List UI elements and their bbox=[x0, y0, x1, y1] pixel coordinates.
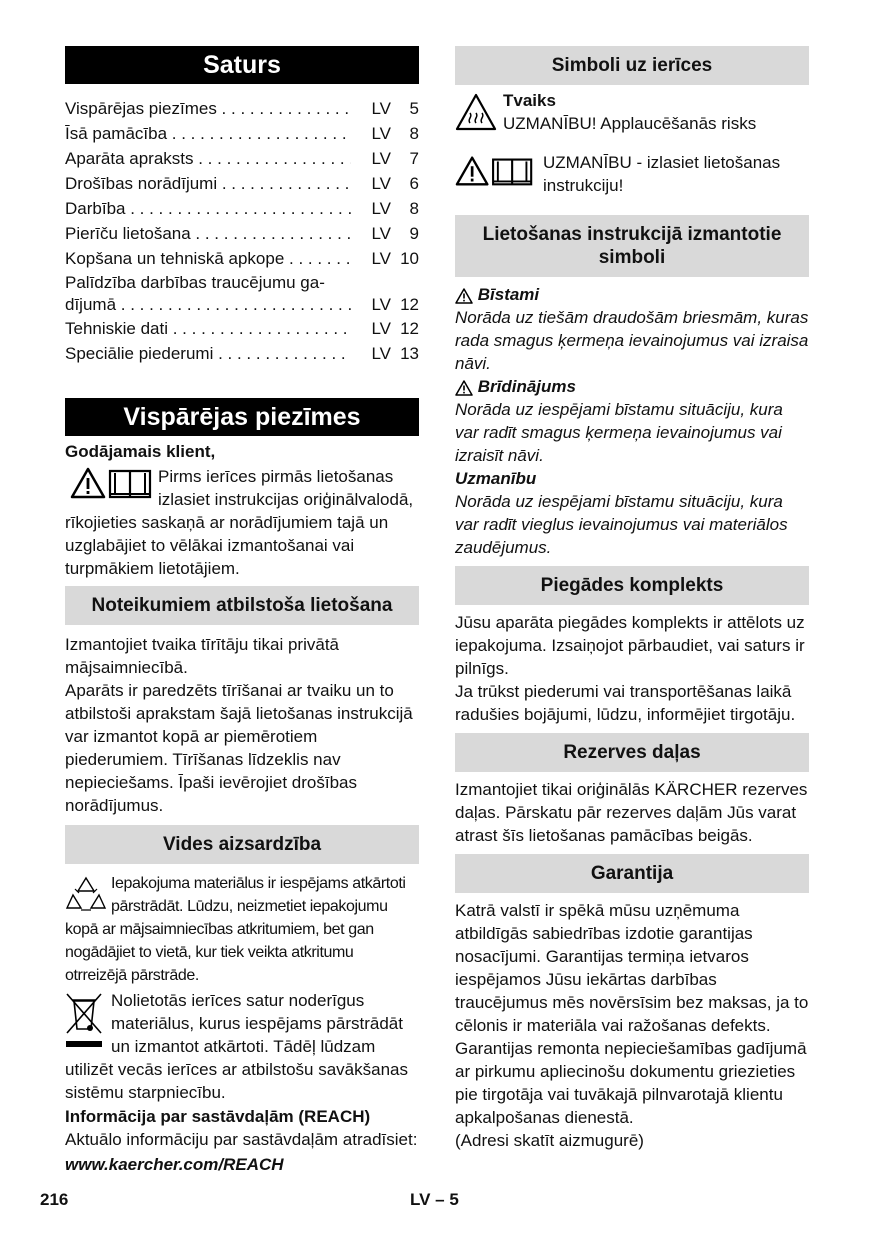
toc-item-page: 13 bbox=[400, 344, 419, 363]
toc-item-title: Kopšana un tehniskā apkope . . . bbox=[65, 246, 351, 271]
usage-paragraph-2: Aparāts ir paredzēts tīrīšanai ar tvaiku un to atbilstoši aprakstam šajā lietošanas instrukcijā var izmantot kopā ar piemērotiem piederumiem. Tīrīšanas līdzeklis nav nepieciešams. Īpaši ievērojiet drošības norādījumus. bbox=[65, 681, 413, 815]
caution-text: Norāda uz iespējami bīstamu situāciju, kura var radīt vieglus ievainojumus vai materiālos zaudējumus. bbox=[455, 492, 788, 557]
toc-item-lang: LV bbox=[371, 224, 391, 243]
delivery-paragraph-1: Jūsu aparāta piegādes komplekts ir attēlots uz iepakojuma. Izsaiņojot pārbaudiet, vai saturs ir pilnīgs. bbox=[455, 613, 805, 678]
warning-icon bbox=[455, 380, 473, 396]
toc-heading: Saturs bbox=[65, 46, 419, 84]
toc-item-page: 12 bbox=[400, 319, 419, 338]
caution-title: Uzmanību bbox=[455, 469, 537, 488]
left-column bbox=[65, 46, 419, 1176]
toc-item-title: Īsā pamācība . . . bbox=[65, 121, 351, 146]
toc-item[interactable] bbox=[65, 196, 419, 221]
general-heading: Vispārējas piezīmes bbox=[65, 398, 419, 436]
reach-heading: Informācija par sastāvdaļām (REACH) bbox=[65, 1107, 371, 1126]
toc-item-title: Speciālie piederumi . . . bbox=[65, 341, 351, 366]
warning-text: Norāda uz iespējami bīstamu situāciju, kura var radīt smagus ķermeņa ievainojumus vai izraisīt nāvi. bbox=[455, 400, 783, 465]
recycle-icon bbox=[65, 875, 107, 918]
toc-item[interactable] bbox=[65, 171, 419, 196]
spare-parts-heading: Rezerves daļas bbox=[455, 733, 809, 772]
warning-title: Brīdinājums bbox=[477, 377, 576, 396]
read-manual-text: UZMANĪBU - izlasiet lietošanas instrukciju! bbox=[543, 153, 781, 195]
toc-item-lang: LV bbox=[371, 149, 391, 168]
toc-item[interactable] bbox=[65, 246, 419, 271]
environment-heading: Vides aizsardzība bbox=[65, 825, 419, 864]
toc-item-title-line2: dījumā . . . bbox=[65, 294, 351, 316]
general-intro-block bbox=[65, 465, 419, 580]
toc-item-page: 10 bbox=[400, 249, 419, 268]
page-label: LV – 5 bbox=[410, 1190, 459, 1209]
toc-item-lang: LV bbox=[371, 124, 391, 143]
toc-item-lang: LV bbox=[371, 249, 391, 268]
toc-item[interactable] bbox=[65, 316, 419, 341]
weee-text: Nolietotās ierīces satur noderīgus materiālus, kurus iespējams pārstrādāt un izmantot atkārtoti. Tādēļ lūdzam utilizēt vecās ierīces ar atbilstošu savākšanas sistēmu starpniecību. bbox=[65, 991, 408, 1102]
danger-text: Norāda uz tiešām draudošām briesmām, kuras rada smagus ķermeņa ievainojumus vai izraisa nāvi. bbox=[455, 308, 809, 373]
reach-text: Aktuālo informāciju par sastāvdaļām atradīsiet: bbox=[65, 1130, 418, 1149]
toc-item-page: 7 bbox=[409, 149, 419, 168]
reach-link[interactable]: www.kaercher.com/REACH bbox=[65, 1155, 284, 1174]
toc-item-page: 6 bbox=[409, 174, 419, 193]
symbols-manual-heading: Lietošanas instrukcijā izmantotie simboli bbox=[455, 215, 809, 277]
delivery-heading: Piegādes komplekts bbox=[455, 566, 809, 605]
toc-item-lang: LV bbox=[371, 319, 391, 338]
danger-warning-icon bbox=[455, 288, 473, 304]
read-manual-icon bbox=[493, 160, 531, 185]
toc-item-page: 12 bbox=[400, 295, 419, 314]
toc-item-page: 5 bbox=[409, 99, 419, 118]
toc-item-page: 9 bbox=[409, 224, 419, 243]
greeting: Godājamais klient, bbox=[65, 442, 216, 461]
toc-item[interactable] bbox=[65, 221, 419, 246]
read-manual-icon bbox=[110, 471, 150, 497]
toc-item-title-line1: Palīdzība darbības traucējumu ga- bbox=[65, 273, 325, 292]
usage-paragraph-1: Izmantojiet tvaika tīrītāju tikai privātā mājsaimniecībā. bbox=[65, 635, 340, 677]
warning-triangle-icon bbox=[72, 469, 104, 497]
toc-item-lang: LV bbox=[371, 199, 391, 218]
toc-item-title: Tehniskie dati . . . bbox=[65, 316, 351, 341]
weee-block bbox=[65, 989, 419, 1104]
warning-block bbox=[455, 375, 809, 467]
table-of-contents bbox=[65, 96, 419, 366]
danger-block bbox=[455, 283, 809, 375]
delivery-paragraph-2: Ja trūkst piederumi vai transportēšanas laikā radušies bojājumi, lūdzu, informējiet tirgotāju. bbox=[455, 682, 796, 724]
read-manual-symbol-block bbox=[455, 151, 809, 201]
caution-block bbox=[455, 467, 809, 559]
right-column bbox=[455, 46, 809, 1152]
recycle-text: Iepakojuma materiālus ir iespējams atkārtoti pārstrādāt. Lūdzu, neizmetiet iepakojumu kopā ar mājsaimniecības atkritumiem, bet gan nogādājiet to vietā, kur tiek veikta atkritumu otrreizējā pārstrāde. bbox=[65, 875, 406, 984]
toc-item-lang: LV bbox=[371, 344, 391, 363]
symbols-device-heading: Simboli uz ierīces bbox=[455, 46, 809, 85]
toc-item-page: 8 bbox=[409, 199, 419, 218]
danger-title: Bīstami bbox=[477, 285, 540, 304]
steam-text: UZMANĪBU! Applaucēšanās risks bbox=[503, 114, 757, 133]
toc-item[interactable] bbox=[65, 96, 419, 121]
toc-item[interactable] bbox=[65, 341, 419, 366]
warranty-paragraph-2: (Adresi skatīt aizmugurē) bbox=[455, 1131, 644, 1150]
spare-parts-text: Izmantojiet tikai oriģinālās KÄRCHER rezerves daļas. Pārskatu pār rezerves daļām Jūs varat atrast šīs lietošanas pamācības beigās. bbox=[455, 780, 808, 845]
toc-item-lang: LV bbox=[371, 174, 391, 193]
toc-item-title: Drošības norādījumi . . . bbox=[65, 171, 351, 196]
warning-read-manual-icons bbox=[70, 467, 154, 504]
toc-item-multiline[interactable] bbox=[65, 272, 419, 316]
page-number: 216 bbox=[40, 1190, 69, 1209]
warning-triangle-icon bbox=[457, 158, 487, 185]
recycle-block bbox=[65, 872, 419, 987]
hot-steam-icon bbox=[455, 93, 497, 136]
toc-item-title: Pierīču lietošana . . . bbox=[65, 221, 351, 246]
usage-heading: Noteikumiem atbilstoša lietošana bbox=[65, 586, 419, 625]
toc-item-title: Darbība . . . bbox=[65, 196, 351, 221]
warranty-heading: Garantija bbox=[455, 854, 809, 893]
toc-item-title: Aparāta apraksts . . . bbox=[65, 146, 351, 171]
warranty-paragraph-1: Katrā valstī ir spēkā mūsu uzņēmuma atbildīgās sabiedrības izdotie garantijas nosacījumi. Garantijas termiņa ietvaros iespējamos Jūsu iekārtas darbības traucējumus mēs novērsīsim bez maksas, ja to cēlonis ir materiāla vai ražošanas defekts. Garantijas remonta nepieciešamības gadījumā ar pirkumu apliecinošu dokumentu griezieties pie tirgotāja vai tuvākajā pilnvarotajā klientu apkalpošanas dienestā. bbox=[455, 901, 809, 1127]
toc-item-page: 8 bbox=[409, 124, 419, 143]
toc-item-lang: LV bbox=[371, 99, 391, 118]
general-intro-text: Pirms ierīces pirmās lietošanas izlasiet instrukcijas oriģinālvalodā, rīkojieties saskaņā ar norādījumiem tajā un uzglabājiet to vēlākai izmantošanai vai turpmākiem lietotājiem. bbox=[65, 467, 414, 578]
steam-title: Tvaiks bbox=[503, 91, 556, 110]
toc-item[interactable] bbox=[65, 146, 419, 171]
toc-item-lang: LV bbox=[371, 295, 391, 314]
crossed-bin-icon bbox=[65, 991, 103, 1056]
toc-item[interactable] bbox=[65, 121, 419, 146]
warning-read-manual-icons-right bbox=[455, 155, 535, 192]
toc-item-title: Vispārējas piezīmes . . . bbox=[65, 96, 351, 121]
steam-symbol-block bbox=[455, 89, 809, 135]
